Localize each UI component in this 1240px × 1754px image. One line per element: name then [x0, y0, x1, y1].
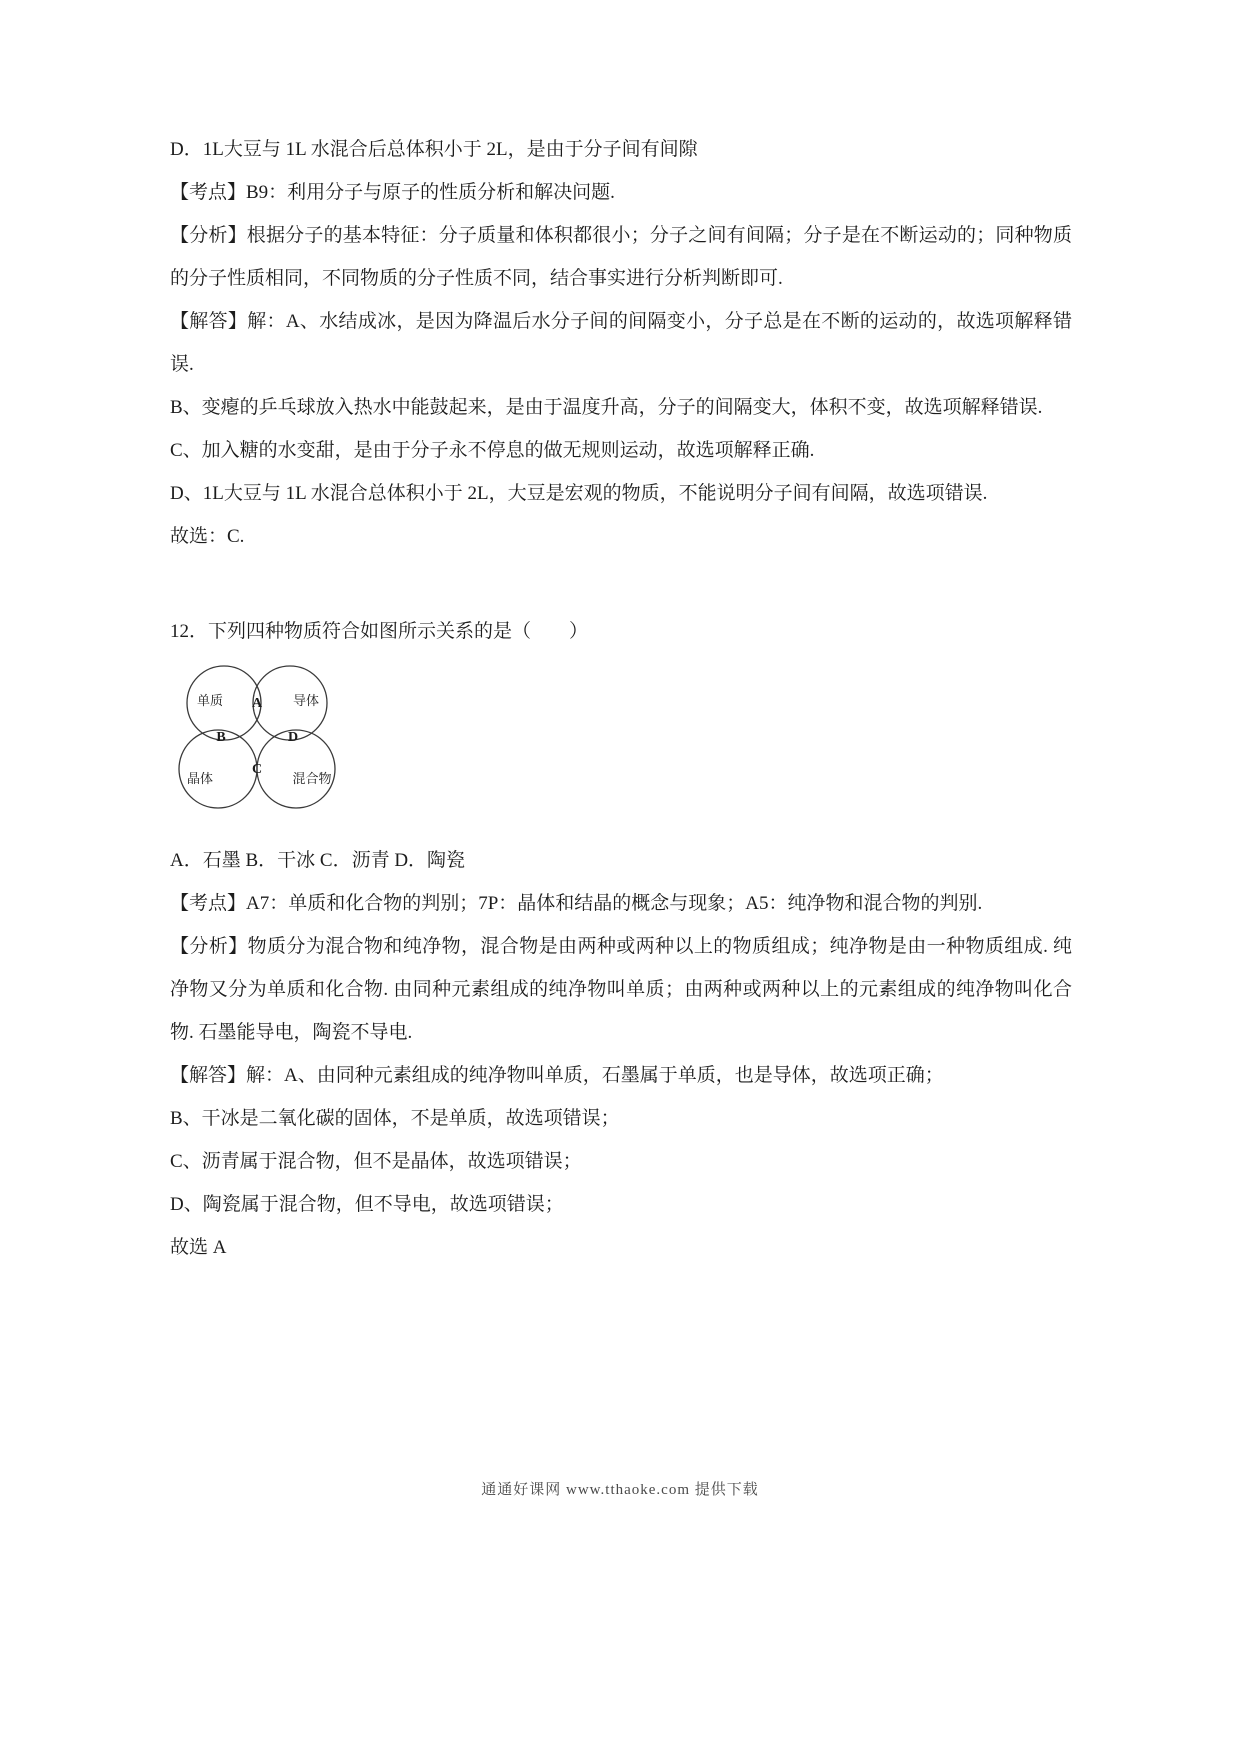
q12-options: A．石墨 B．干冰 C．沥青 D．陶瓷 [170, 850, 466, 871]
q12-analysis: 【分析】物质分为混合物和纯净物，混合物是由两种或两种以上的物质组成；纯净物是由一种物质组成. 纯净物又分为单质和化合物. 由同种元素组成的纯净物叫单质；由两种或两种以上的元素组成的纯净物叫化合物. 石墨能导电，陶瓷不导电. [170, 936, 1072, 1043]
q12-solution-b: B、干冰是二氧化碳的固体，不是单质，故选项错误； [170, 1108, 620, 1129]
venn-region-b: B [216, 730, 226, 745]
q12-figure [170, 661, 1072, 833]
q11-solution-b: B、变瘪的乒乓球放入热水中能鼓起来，是由于温度升高，分子的间隔变大，体积不变，故选项解释错误. [170, 397, 1043, 418]
q11-exam-point: 【考点】B9：利用分子与原子的性质分析和解决问题. [170, 182, 615, 203]
venn-label-element: 单质 [196, 693, 224, 708]
q11-solution-c: C、加入糖的水变甜，是由于分子永不停息的做无规则运动，故选项解释正确. [170, 440, 815, 461]
q12-answer: 故选 A [170, 1237, 227, 1258]
document-content [170, 128, 1072, 1269]
venn-label-mixture: 混合物 [292, 771, 332, 786]
q11-solution-a: 【解答】解：A、水结成冰，是因为降温后水分子间的间隔变小，分子总是在不断的运动的，故选项解释错误. [170, 311, 1072, 375]
q12-solution-c: C、沥青属于混合物，但不是晶体，故选项错误； [170, 1151, 582, 1172]
q11-solution-d: D、1L大豆与 1L 水混合总体积小于 2L，大豆是宏观的物质，不能说明分子间有间隔，故选项错误. [170, 483, 988, 504]
q12-exam-point: 【考点】A7：单质和化合物的判别；7P：晶体和结晶的概念与现象；A5：纯净物和混合物的判别. [170, 893, 983, 914]
venn-diagram [170, 661, 348, 817]
q11-option-d-line: D．1L大豆与 1L 水混合后总体积小于 2L，是由于分子间有间隙 [170, 139, 698, 160]
venn-region-c: C [251, 762, 263, 777]
q12-solution-d: D、陶瓷属于混合物，但不导电，故选项错误； [170, 1194, 564, 1215]
venn-label-crystal: 晶体 [186, 771, 214, 786]
q12-solution-a: 【解答】解：A、由同种元素组成的纯净物叫单质，石墨属于单质，也是导体，故选项正确； [170, 1065, 944, 1086]
page-footer: 通通好课网 www.tthaoke.com 提供下载 [481, 1482, 759, 1498]
q11-analysis: 【分析】根据分子的基本特征：分子质量和体积都很小；分子之间有间隔；分子是在不断运动的；同种物质的分子性质相同，不同物质的分子性质不同，结合事实进行分析判断即可. [170, 225, 1072, 289]
q11-answer: 故选：C. [170, 526, 245, 547]
venn-region-d: D [287, 730, 299, 745]
venn-label-conductor: 导体 [292, 693, 320, 708]
q12-title: 12．下列四种物质符合如图所示关系的是（ ） [170, 621, 589, 642]
venn-region-a: A [251, 696, 263, 711]
